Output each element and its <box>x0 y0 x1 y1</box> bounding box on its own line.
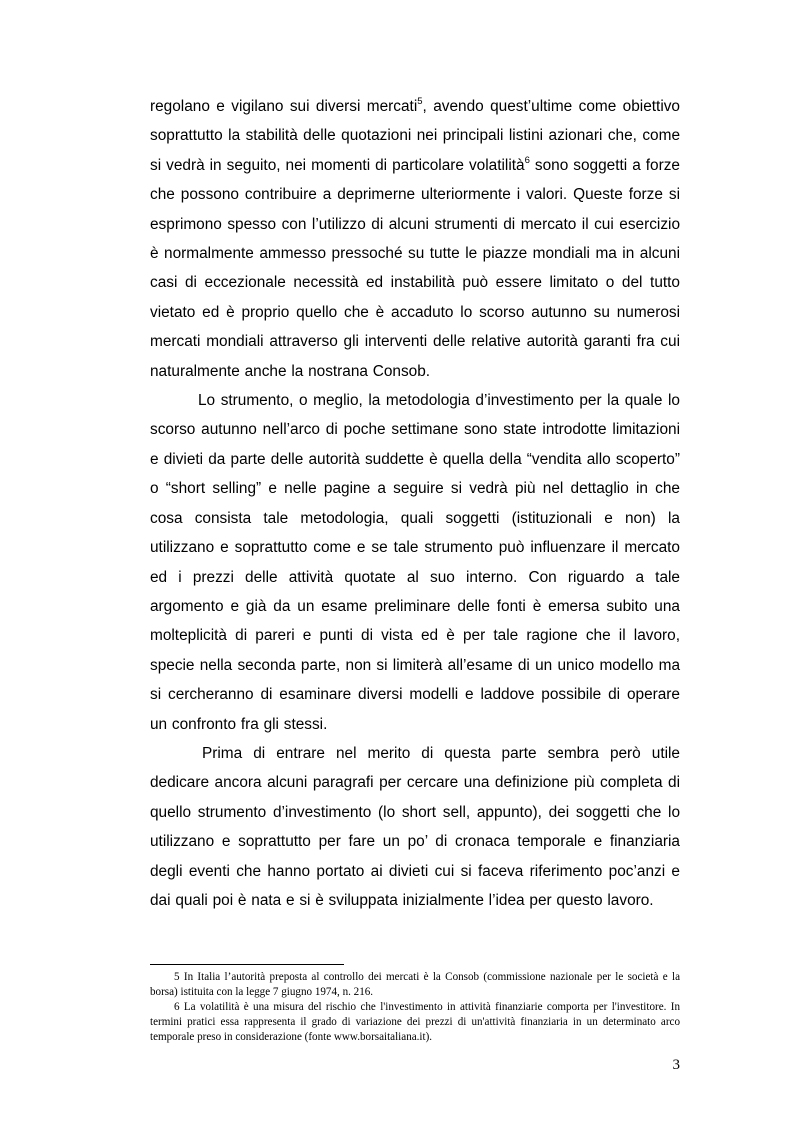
footnote-ref-5[interactable]: 5 <box>417 96 423 107</box>
page-number: 3 <box>672 1057 680 1073</box>
paragraph-3: Prima di entrare nel merito di questa parte sembra però utile dedicare ancora alcuni paragrafi per cercare una definizione più completa di quello strumento d’investimento (lo short sell, appunto), dei soggetti che lo utilizzano e soprattutto per fare un po’ di cronaca temporale e finanziaria degli eventi che hanno portato ai divieti cui si faceva riferimento poc’anzi e dai quali poi è nata e si è sviluppata inizialmente l’idea per questo lavoro. <box>150 744 680 909</box>
footnote-5: 5 In Italia l’autorità preposta al controllo dei mercati è la Consob (commissione nazionale per le società e la borsa) istituita con la legge 7 giugno 1974, n. 216. <box>150 971 680 998</box>
footnote-separator <box>150 964 344 965</box>
paragraph-1-text-b: , avendo quest’ultime come obiettivo soprattutto la stabilità delle quotazioni nei principali listini azionari che, come si vedrà in seguito, nei momenti di particolare volatilità <box>150 98 680 174</box>
paragraph-1-text-a: regolano e vigilano sui diversi mercati <box>150 98 418 115</box>
body-text <box>150 92 680 915</box>
footnote-6: 6 La volatilità è una misura del rischio che l'investimento in attività finanziarie comporta per l'investitore. In termini pratici essa rappresenta il grado di variazione dei prezzi di un'attività finanziaria in un determinato arco temporale preso in considerazione (fonte www.borsaitaliana.it). <box>150 1001 680 1043</box>
footnotes <box>150 970 680 1045</box>
footnote-ref-6[interactable]: 6 <box>524 154 530 166</box>
paragraph-1 <box>150 92 680 386</box>
paragraph-1-text-c: sono soggetti a forze che possono contribuire a deprimerne ulteriormente i valori. Queste forze si esprimono spesso con l’utilizzo di alcuni strumenti di mercato il cui esercizio è normalmente ammesso pressoché su tutte le piazze mondiali ma in alcuni casi di eccezionale necessità ed instabilità può essere limitato o del tutto vietato ed è proprio quello che è accaduto lo scorso autunno su numerosi mercati mondiali attraverso gli interventi delle relative autorità garanti fra cui naturalmente anche la nostrana Consob. <box>150 156 680 380</box>
paragraph-2: Lo strumento, o meglio, la metodologia d’investimento per la quale lo scorso autunno nell’arco di poche settimane sono state introdotte limitazioni e divieti da parte delle autorità suddette è quella della “vendita allo scoperto” o “short selling” e nelle pagine a seguire si vedrà più nel dettaglio in che cosa consista tale metodologia, quali soggetti (istituzionali e non) la utilizzano e soprattutto come e se tale strumento può influenzare il mercato ed i prezzi delle attività quotate al suo interno. Con riguardo a tale argomento e già da un esame preliminare delle fonti è emersa subito una molteplicità di pareri e punti di vista ed è per tale ragione che il lavoro, specie nella seconda parte, non si limiterà all’esame di un unico modello ma si cercheranno di esaminare diversi modelli e laddove possibile di operare un confronto fra gli stessi. <box>150 392 680 733</box>
